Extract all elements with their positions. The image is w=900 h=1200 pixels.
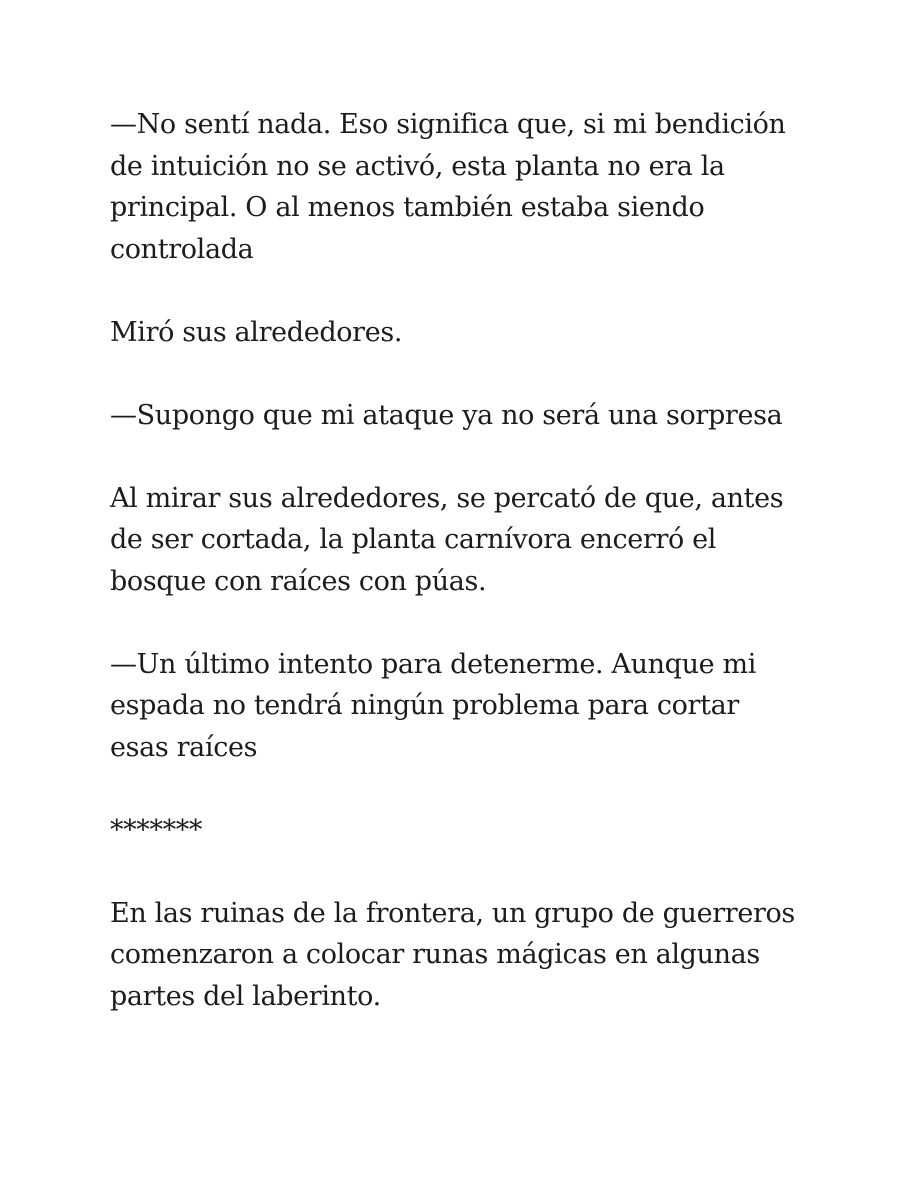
paragraph-dialogue-no-senti: —No sentí nada. Eso significa que, si mi bendición de intuición no se activó, esta planta no era la principal. O al menos también estaba siendo controlada xyxy=(110,109,786,265)
paragraph-dialogue-supongo: —Supongo que mi ataque ya no será una sorpresa xyxy=(110,399,783,431)
paragraph-ruinas-frontera: En las ruinas de la frontera, un grupo de guerreros comenzaron a colocar runas mágicas en algunas partes del laberinto. xyxy=(110,897,795,1012)
paragraph-miro-alrededores: Miró sus alrededores. xyxy=(110,316,403,348)
body-text xyxy=(110,104,800,1059)
paragraph-al-mirar: Al mirar sus alrededores, se percató de que, antes de ser cortada, la planta carnívora encerró el bosque con raíces con púas. xyxy=(110,482,784,597)
scene-break: ******* xyxy=(110,814,203,846)
paragraph-dialogue-ultimo-intento: —Un último intento para detenerme. Aunque mi espada no tendrá ningún problema para cortar esas raíces xyxy=(110,648,757,763)
